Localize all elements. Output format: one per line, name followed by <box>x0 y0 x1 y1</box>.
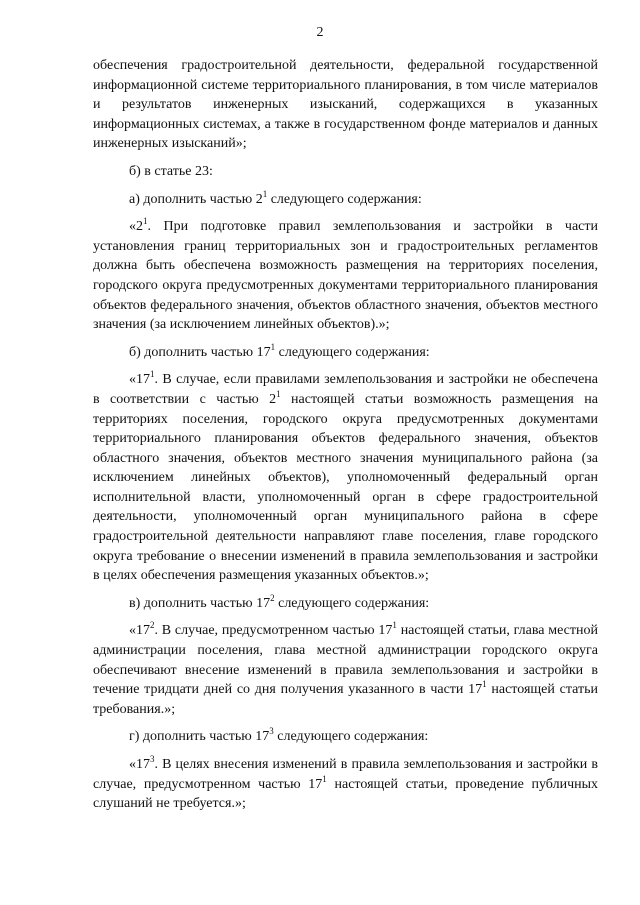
superscript: 2 <box>150 620 155 631</box>
paragraph-text: «17 <box>129 372 150 388</box>
paragraph-text: в) дополнить частью 17 <box>129 595 271 611</box>
superscript: 1 <box>392 620 397 631</box>
paragraph-text: «17 <box>129 623 150 639</box>
superscript: 1 <box>150 369 155 380</box>
superscript: 1 <box>482 679 487 690</box>
paragraph <box>93 755 598 814</box>
paragraph <box>93 594 598 614</box>
paragraph-text: «17 <box>129 757 150 772</box>
paragraph-text: «2 <box>129 219 143 235</box>
paragraph-text: г) дополнить частью 17 <box>129 729 270 745</box>
superscript: 2 <box>270 592 275 603</box>
paragraph-text: . В случае, если правилами землепользования и застройки не обеспечена в соответствии с частью 2 <box>93 372 598 407</box>
paragraph-text: . В случае, предусмотренном частью 17 <box>154 623 393 639</box>
paragraph-text: . В целях внесения изменений в правила землепользования и застройки в случае, предусмотренном частью 17 <box>93 757 598 792</box>
paragraph-text: следующего содержания: <box>275 344 430 360</box>
paragraph <box>93 621 598 719</box>
superscript: 3 <box>269 726 274 737</box>
paragraph <box>93 370 598 586</box>
paragraph-text: следующего содержания: <box>274 595 430 611</box>
paragraph-text: обеспечения градостроительной деятельности, федеральной государственной информационной системе территориального планирования, в том числе материалов и результатов инженерных изысканий, содержащихся в указанных информационных системах, а также в государственном фонде материалов и данных инженерных изысканий»; <box>93 58 598 152</box>
superscript: 1 <box>262 188 268 199</box>
paragraph <box>93 217 598 335</box>
document-body <box>93 56 598 814</box>
superscript: 1 <box>143 216 148 227</box>
paragraph-text: настоящей статьи, проведение публичных слушаний не требуется.»; <box>93 776 599 812</box>
paragraph-text: б) в статье 23: <box>129 163 213 179</box>
paragraph-text: следующего содержания: <box>273 729 429 745</box>
superscript: 1 <box>270 341 276 352</box>
superscript: 1 <box>276 388 281 399</box>
paragraph <box>93 190 598 210</box>
page-number: 2 <box>316 25 324 40</box>
paragraph-text: настоящей статьи возможность размещения на территориях поселения, городского округа предусмотренных документами территориального планирования объектов федерального значения, объектов областного значения, объектов местного значения муниципального района (за исключением линейных объектов), уполномоченный федеральный орган исполнительной власти, уполномоченный орган в сфере градостроительной деятельности, уполномоченный орган муниципального района в сфере градостроительной деятельности направляют главе поселения, главе городского округа требование о внесении изменений в правила землепользования и застройки в целях обеспечения размещения указанных объектов.»; <box>93 391 598 584</box>
paragraph <box>93 343 598 363</box>
paragraph-text: настоящей статьи, глава местной администрации поселения, глава местной администрации городского округа обеспечивают внесение изменений в правила землепользования и застройки в течение тридцати дней со дня получения указанного в части 17 <box>93 623 598 698</box>
paragraph-text: . При подготовке правил землепользования и застройки в части установления границ территориальных зон и градостроительных регламентов должна быть обеспечена возможность размещения на территориях поселения, городского округа предусмотренных документами территориального планирования объектов федерального значения, объектов областного значения, объектов местного значения (за исключением линейных объектов).»; <box>93 219 598 333</box>
superscript: 1 <box>322 773 327 784</box>
paragraph-text: следующего содержания: <box>267 191 422 207</box>
paragraph-text: б) дополнить частью 17 <box>129 344 271 360</box>
paragraph-text: а) дополнить частью 2 <box>129 191 263 207</box>
paragraph <box>93 162 598 182</box>
paragraph-text: настоящей статьи требования.»; <box>93 682 598 717</box>
paragraph <box>93 56 598 154</box>
paragraph <box>93 727 598 747</box>
superscript: 3 <box>150 754 155 764</box>
